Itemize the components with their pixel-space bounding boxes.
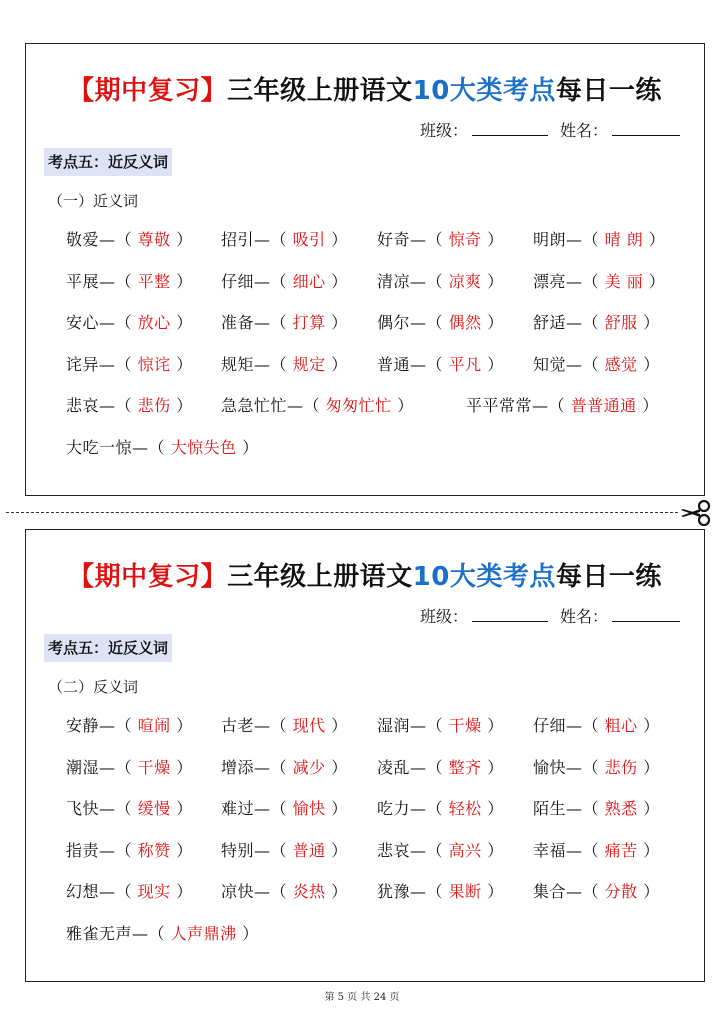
entry-dash-open: —（ — [566, 716, 605, 735]
entry-word: 难过 — [221, 799, 255, 818]
class-label: 班级： — [419, 607, 468, 626]
entry-word: 悲哀 — [66, 396, 100, 415]
name-field[interactable] — [612, 121, 680, 136]
scissors-icon — [678, 500, 712, 526]
word-entry — [533, 229, 665, 251]
entry-word: 明朗 — [533, 230, 567, 249]
entry-answer: 粗心 — [604, 716, 638, 735]
word-entry — [533, 312, 660, 334]
entry-word: 敬爱 — [66, 230, 100, 249]
entry-close: ） — [170, 757, 193, 777]
entry-dash-open: —（ — [99, 354, 138, 374]
entry-dash-open: —（ — [254, 354, 293, 374]
word-entry — [66, 798, 193, 820]
entry-dash-open: —（ — [566, 882, 605, 901]
entry-dash-open: —（ — [99, 230, 138, 249]
entry-answer: 高兴 — [448, 840, 482, 860]
entry-dash-open: —（ — [410, 230, 449, 249]
section-heading: （一）近义词 — [48, 192, 139, 210]
entry-word: 舒适 — [533, 313, 567, 332]
entry-close: ） — [637, 882, 660, 901]
entry-close: ） — [391, 396, 414, 415]
entry-close: ） — [481, 354, 504, 374]
entry-dash-open: —（ — [410, 354, 449, 374]
entry-dash-open: —（ — [254, 757, 293, 777]
entry-answer: 打算 — [292, 313, 326, 332]
entry-word: 吃力 — [377, 799, 411, 818]
title-part-categories: 10大类考点 — [412, 76, 556, 106]
entry-dash-open: —（ — [566, 757, 605, 777]
entry-close: ） — [481, 716, 504, 735]
word-entry — [66, 271, 193, 293]
entry-dash-open: —（ — [410, 799, 449, 818]
word-entry — [377, 312, 504, 334]
word-entry — [221, 312, 348, 334]
entry-answer: 炎热 — [292, 882, 326, 901]
entry-dash-open: —（ — [287, 396, 326, 415]
entry-answer: 吸引 — [292, 230, 326, 249]
entry-answer: 现代 — [292, 716, 326, 735]
entry-answer: 大惊失色 — [170, 437, 237, 457]
entry-word: 偶尔 — [377, 313, 411, 332]
entry-answer: 美 丽 — [604, 271, 644, 291]
entry-word: 陌生 — [533, 799, 567, 818]
entry-answer: 减少 — [292, 757, 326, 777]
word-entry — [66, 437, 259, 459]
entry-close: ） — [170, 271, 193, 291]
entry-close: ） — [643, 271, 666, 291]
word-entry — [221, 881, 348, 903]
entry-word: 愉快 — [533, 757, 567, 777]
entry-answer: 舒服 — [604, 313, 638, 332]
entry-answer: 晴 朗 — [604, 230, 644, 249]
entry-close: ） — [236, 437, 259, 457]
entry-close: ） — [637, 757, 660, 777]
point-tag: 考点五：近反义词 — [44, 634, 172, 662]
entry-dash-open: —（ — [566, 271, 605, 291]
entry-close: ） — [481, 230, 504, 249]
entry-close: ） — [170, 799, 193, 818]
word-entry — [377, 757, 504, 779]
word-entry — [66, 229, 193, 251]
title-part-categories: 10大类考点 — [412, 562, 556, 592]
class-field[interactable] — [472, 121, 548, 136]
entry-dash-open: —（ — [132, 923, 171, 943]
worksheet-title — [26, 556, 704, 593]
entry-answer: 干燥 — [137, 757, 171, 777]
entry-dash-open: —（ — [99, 882, 138, 901]
entry-word: 悲哀 — [377, 840, 411, 860]
word-entry — [66, 923, 259, 945]
word-entry — [533, 757, 660, 779]
entry-answer: 轻松 — [448, 799, 482, 818]
entry-dash-open: —（ — [254, 313, 293, 332]
word-entry — [533, 715, 660, 737]
word-entry — [66, 840, 193, 862]
worksheet-card-synonyms — [25, 43, 705, 496]
title-part-review: 【期中复习】 — [68, 76, 228, 106]
title-part-daily: 每日一练 — [555, 562, 662, 592]
entry-dash-open: —（ — [254, 840, 293, 860]
word-entry — [377, 798, 504, 820]
entry-answer: 感觉 — [604, 354, 638, 374]
entry-dash-open: —（ — [410, 313, 449, 332]
entry-answer: 规定 — [292, 354, 326, 374]
entry-word: 凉快 — [221, 882, 255, 901]
entry-list — [66, 715, 696, 975]
worksheet-title — [26, 70, 704, 107]
entry-word: 集合 — [533, 882, 567, 901]
entry-dash-open: —（ — [566, 840, 605, 860]
entry-word: 大吃一惊 — [66, 437, 133, 457]
word-entry — [377, 881, 504, 903]
word-entry — [377, 354, 504, 376]
word-entry — [66, 354, 193, 376]
entry-close: ） — [481, 799, 504, 818]
word-entry — [221, 798, 348, 820]
entry-dash-open: —（ — [99, 799, 138, 818]
entry-dash-open: —（ — [410, 840, 449, 860]
entry-word: 特别 — [221, 840, 255, 860]
word-entry — [66, 881, 193, 903]
entry-word: 安心 — [66, 313, 100, 332]
entry-dash-open: —（ — [99, 313, 138, 332]
entry-close: ） — [170, 716, 193, 735]
entry-answer: 惊诧 — [137, 354, 171, 374]
entry-word: 平平常常 — [466, 396, 533, 415]
entry-answer: 尊敬 — [137, 230, 171, 249]
entry-close: ） — [636, 396, 659, 415]
title-part-grade: 三年级上册语文 — [227, 562, 413, 592]
entry-close: ） — [643, 230, 666, 249]
entry-dash-open: —（ — [99, 840, 138, 860]
entry-close: ） — [325, 840, 348, 860]
word-entry — [533, 881, 660, 903]
entry-word: 古老 — [221, 716, 255, 735]
word-entry — [377, 271, 504, 293]
entry-answer: 熟悉 — [604, 799, 638, 818]
entry-close: ） — [170, 396, 193, 415]
entry-answer: 平整 — [137, 271, 171, 291]
entry-word: 湿润 — [377, 716, 411, 735]
entry-word: 潮湿 — [66, 757, 100, 777]
entry-close: ） — [481, 840, 504, 860]
word-entry — [377, 715, 504, 737]
entry-close: ） — [325, 354, 348, 374]
entry-close: ） — [325, 313, 348, 332]
entry-answer: 匆匆忙忙 — [325, 396, 392, 415]
entry-close: ） — [481, 271, 504, 291]
entry-close: ） — [481, 757, 504, 777]
entry-close: ） — [481, 313, 504, 332]
word-entry — [66, 395, 193, 417]
entry-close: ） — [236, 923, 259, 943]
entry-word: 凌乱 — [377, 757, 411, 777]
entry-answer: 普通 — [292, 840, 326, 860]
entry-close: ） — [637, 354, 660, 374]
word-entry — [66, 312, 193, 334]
entry-dash-open: —（ — [410, 882, 449, 901]
entry-answer: 普普通通 — [570, 396, 637, 415]
entry-close: ） — [170, 230, 193, 249]
entry-answer: 放心 — [137, 313, 171, 332]
word-entry — [221, 395, 414, 417]
entry-answer: 惊奇 — [448, 230, 482, 249]
entry-answer: 果断 — [448, 882, 482, 901]
entry-word: 好奇 — [377, 230, 411, 249]
section-heading: （二）反义词 — [48, 678, 139, 696]
class-field[interactable] — [472, 607, 548, 622]
entry-dash-open: —（ — [532, 396, 571, 415]
name-field[interactable] — [612, 607, 680, 622]
entry-dash-open: —（ — [410, 271, 449, 291]
entry-close: ） — [637, 716, 660, 735]
entry-word: 增添 — [221, 757, 255, 777]
entry-answer: 整齐 — [448, 757, 482, 777]
entry-word: 准备 — [221, 313, 255, 332]
entry-dash-open: —（ — [254, 271, 293, 291]
entry-dash-open: —（ — [410, 716, 449, 735]
word-entry — [533, 840, 660, 862]
entry-answer: 人声鼎沸 — [170, 923, 237, 943]
entry-dash-open: —（ — [254, 230, 293, 249]
entry-close: ） — [170, 882, 193, 901]
title-part-daily: 每日一练 — [555, 76, 662, 106]
word-entry — [221, 271, 348, 293]
word-entry — [377, 840, 504, 862]
name-label: 姓名： — [559, 121, 608, 140]
worksheet-card-antonyms — [25, 529, 705, 982]
entry-close: ） — [170, 354, 193, 374]
entry-word: 规矩 — [221, 354, 255, 374]
word-entry — [66, 715, 193, 737]
entry-word: 清凉 — [377, 271, 411, 291]
entry-close: ） — [325, 882, 348, 901]
entry-dash-open: —（ — [566, 799, 605, 818]
title-part-grade: 三年级上册语文 — [227, 76, 413, 106]
entry-close: ） — [481, 882, 504, 901]
entry-answer: 干燥 — [448, 716, 482, 735]
entry-answer: 缓慢 — [137, 799, 171, 818]
entry-close: ） — [170, 313, 193, 332]
student-info-line — [420, 118, 680, 141]
entry-close: ） — [325, 230, 348, 249]
entry-close: ） — [170, 840, 193, 860]
point-tag: 考点五：近反义词 — [44, 148, 172, 176]
word-entry — [221, 715, 348, 737]
word-entry — [221, 229, 348, 251]
entry-answer: 平凡 — [448, 354, 482, 374]
entry-dash-open: —（ — [566, 354, 605, 374]
entry-dash-open: —（ — [566, 230, 605, 249]
entry-word: 幻想 — [66, 882, 100, 901]
entry-answer: 偶然 — [448, 313, 482, 332]
entry-answer: 悲伤 — [137, 396, 171, 415]
entry-word: 急急忙忙 — [221, 396, 288, 415]
entry-word: 雅雀无声 — [66, 923, 133, 943]
entry-list — [66, 229, 696, 489]
word-entry — [533, 354, 660, 376]
entry-word: 招引 — [221, 230, 255, 249]
entry-word: 平展 — [66, 271, 100, 291]
entry-answer: 现实 — [137, 882, 171, 901]
entry-dash-open: —（ — [99, 396, 138, 415]
entry-dash-open: —（ — [99, 716, 138, 735]
entry-dash-open: —（ — [410, 757, 449, 777]
entry-answer: 愉快 — [292, 799, 326, 818]
entry-word: 犹豫 — [377, 882, 411, 901]
entry-word: 漂亮 — [533, 271, 567, 291]
entry-dash-open: —（ — [254, 716, 293, 735]
entry-close: ） — [325, 799, 348, 818]
class-label: 班级： — [419, 121, 468, 140]
cut-line — [6, 512, 678, 513]
student-info-line — [420, 604, 680, 627]
entry-dash-open: —（ — [254, 799, 293, 818]
page-number: 第 5 页 共 24 页 — [324, 992, 400, 1003]
entry-word: 幸福 — [533, 840, 567, 860]
title-part-review: 【期中复习】 — [68, 562, 228, 592]
entry-word: 诧异 — [66, 354, 100, 374]
entry-answer: 痛苦 — [604, 840, 638, 860]
entry-dash-open: —（ — [99, 271, 138, 291]
entry-word: 安静 — [66, 716, 100, 735]
entry-close: ） — [637, 799, 660, 818]
entry-close: ） — [637, 313, 660, 332]
entry-close: ） — [637, 840, 660, 860]
name-label: 姓名： — [559, 607, 608, 626]
word-entry — [221, 757, 348, 779]
entry-dash-open: —（ — [132, 437, 171, 457]
word-entry — [66, 757, 193, 779]
entry-word: 仔细 — [533, 716, 567, 735]
entry-word: 普通 — [377, 354, 411, 374]
entry-close: ） — [325, 757, 348, 777]
entry-answer: 凉爽 — [448, 271, 482, 291]
word-entry — [377, 229, 504, 251]
entry-dash-open: —（ — [566, 313, 605, 332]
entry-close: ） — [325, 271, 348, 291]
entry-word: 仔细 — [221, 271, 255, 291]
entry-close: ） — [325, 716, 348, 735]
word-entry — [221, 840, 348, 862]
word-entry — [466, 395, 659, 417]
entry-answer: 分散 — [604, 882, 638, 901]
entry-answer: 细心 — [292, 271, 326, 291]
word-entry — [533, 798, 660, 820]
entry-word: 指责 — [66, 840, 100, 860]
entry-answer: 喧闹 — [137, 716, 171, 735]
entry-word: 飞快 — [66, 799, 100, 818]
word-entry — [221, 354, 348, 376]
entry-dash-open: —（ — [99, 757, 138, 777]
entry-dash-open: —（ — [254, 882, 293, 901]
entry-word: 知觉 — [533, 354, 567, 374]
entry-answer: 称赞 — [137, 840, 171, 860]
entry-answer: 悲伤 — [604, 757, 638, 777]
word-entry — [533, 271, 665, 293]
